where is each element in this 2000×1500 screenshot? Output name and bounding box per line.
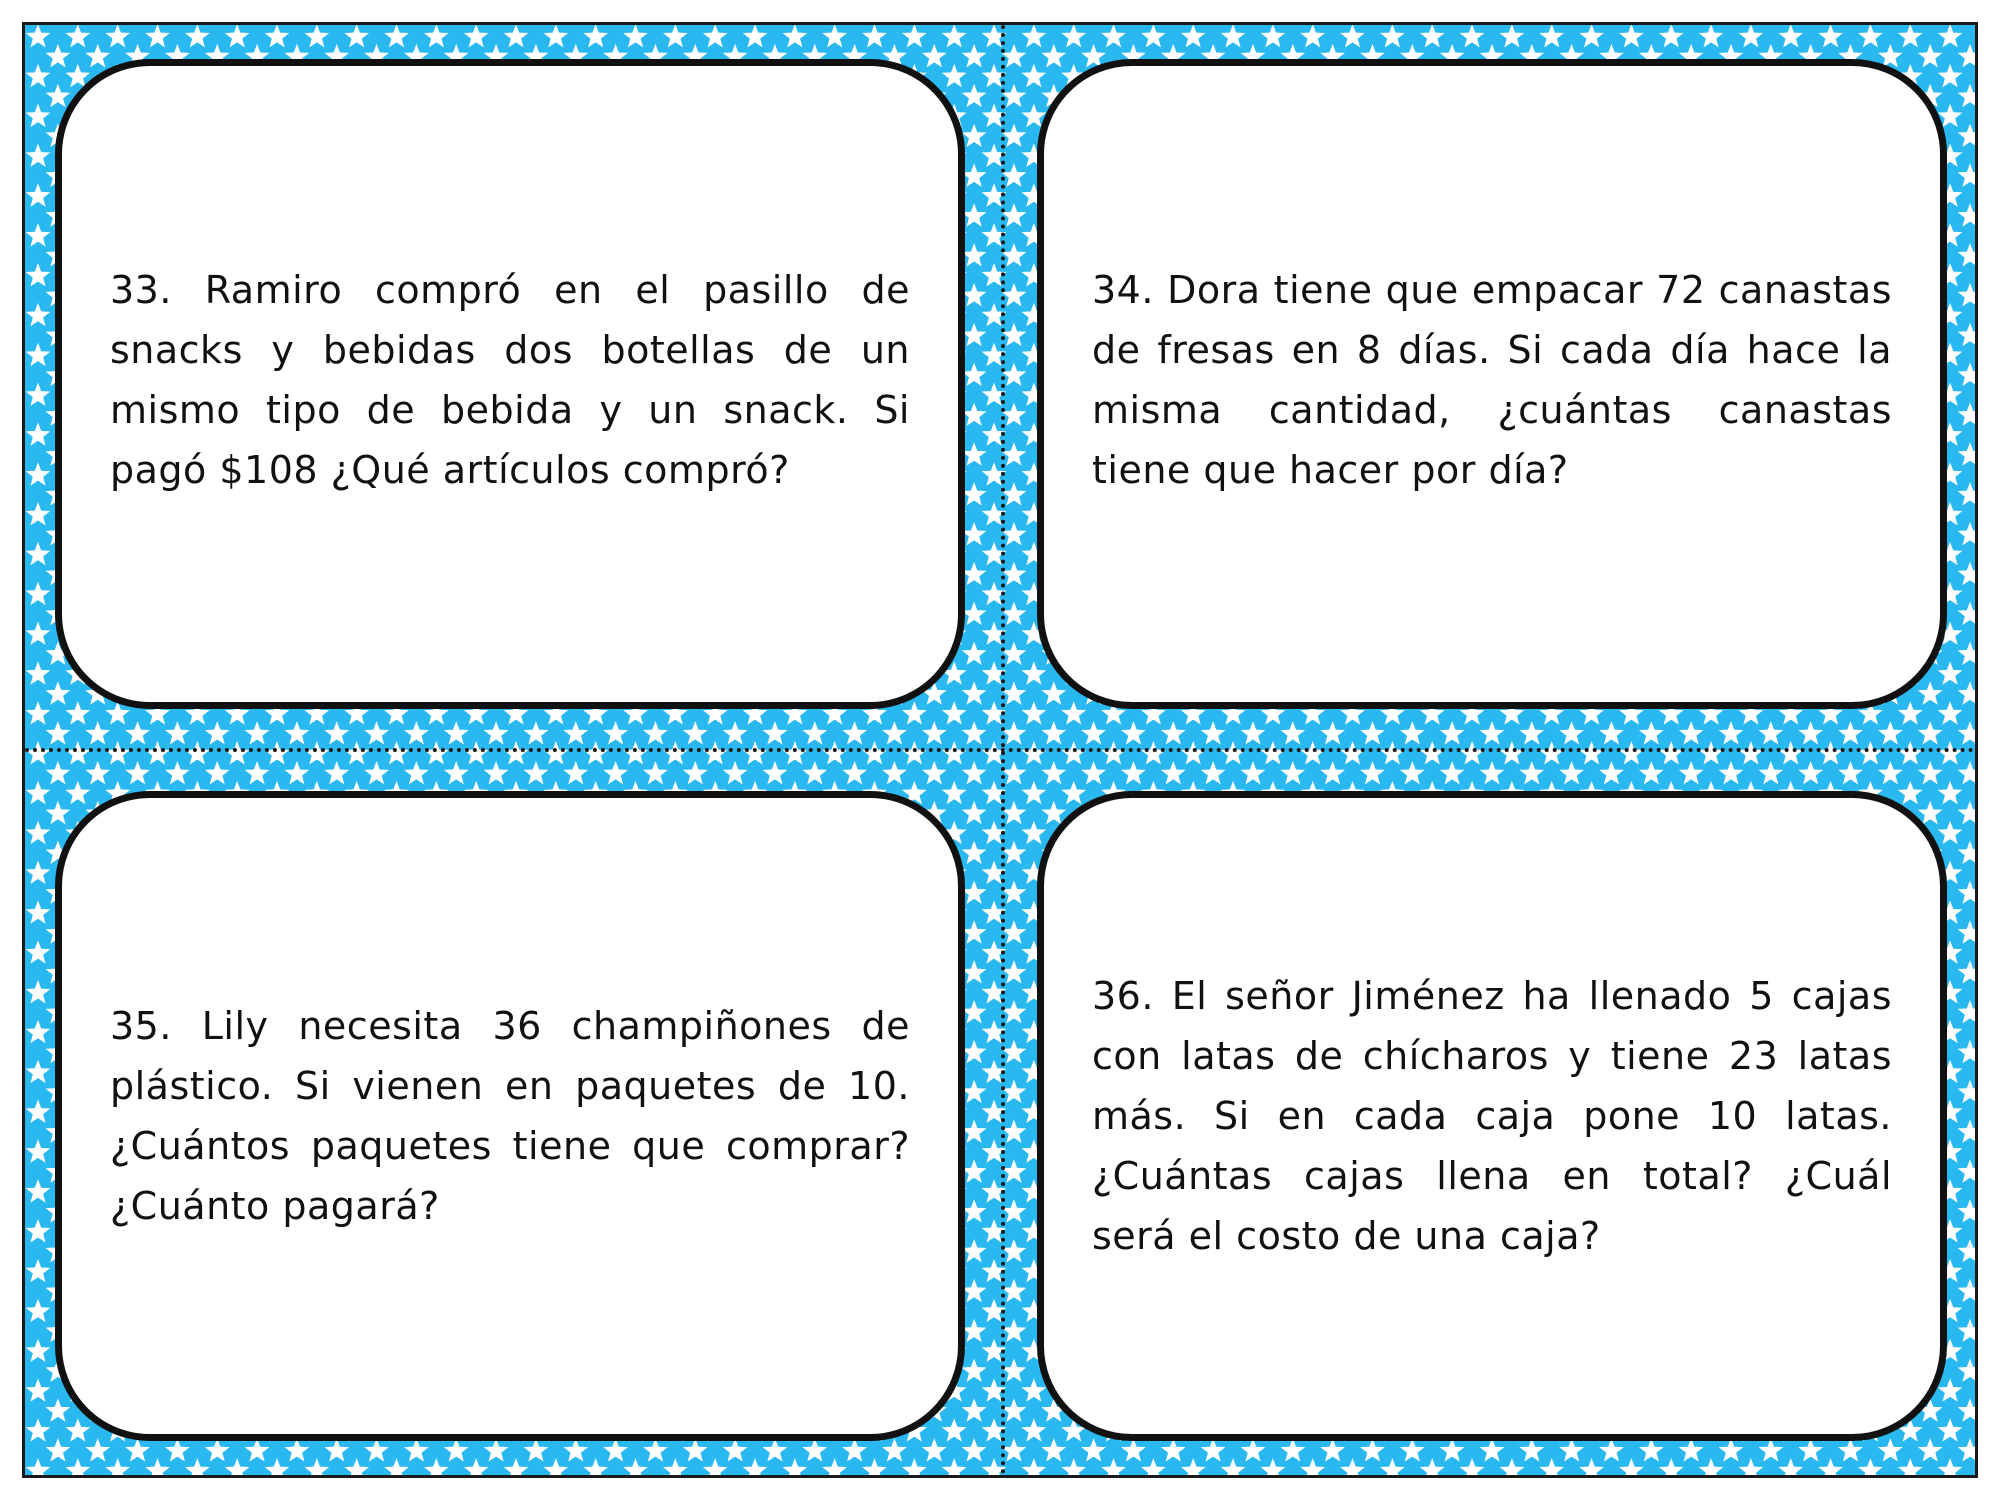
task-card-36 [1037, 791, 1947, 1441]
task-card-sheet [22, 22, 1978, 1478]
task-card-text: 36. El señor Jiménez ha llenado 5 cajas con latas de chícharos y tiene 23 latas más. Si en cada caja pone 10 latas. ¿Cuántas cajas llena en total? ¿Cuál será el costo de una caja? [1092, 974, 1892, 1258]
horizontal-cut-line [25, 748, 1975, 752]
task-card-33 [55, 59, 965, 709]
task-card-text: 33. Ramiro compró en el pasillo de snacks y bebidas dos botellas de un mismo tipo de bebida y un snack. Si pagó $108 ¿Qué artículos compró? [110, 268, 910, 492]
task-card-34 [1037, 59, 1947, 709]
task-card-text: 34. Dora tiene que empacar 72 canastas de fresas en 8 días. Si cada día hace la misma cantidad, ¿cuántas canastas tiene que hacer por día? [1092, 268, 1892, 492]
task-card-35 [55, 791, 965, 1441]
task-card-text: 35. Lily necesita 36 champiñones de plástico. Si vienen en paquetes de 10. ¿Cuántos paquetes tiene que comprar? ¿Cuánto pagará? [110, 1004, 910, 1228]
